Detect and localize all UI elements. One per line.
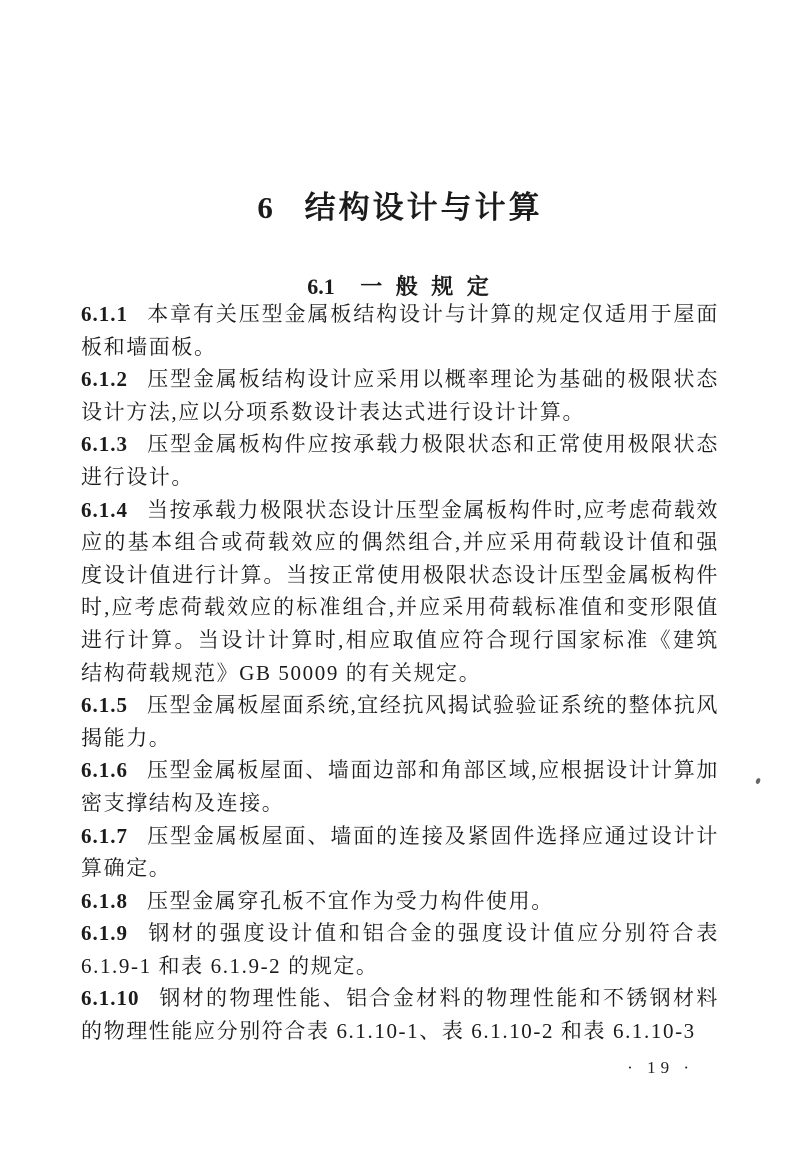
clause-text: 压型金属板屋面、墙面的连接及紧固件选择应通过设计计算确定。 — [81, 823, 719, 881]
clause-text: 压型金属穿孔板不宜作为受力构件使用。 — [147, 888, 554, 913]
clause-number: 6.1.1 — [81, 302, 128, 326]
page-number: · 19 · — [627, 1058, 694, 1077]
clause — [81, 363, 719, 428]
clause-text: 钢材的物理性能、铝合金材料的物理性能和不锈钢材料的物理性能应分别符合表 6.1.10-1、表 6.1.10-2 和表 6.1.10-3 — [81, 986, 719, 1044]
clause — [81, 494, 719, 690]
clause-text: 压型金属板构件应按承载力极限状态和正常使用极限状态进行设计。 — [81, 432, 719, 489]
clause-text: 压型金属板屋面、墙面边部和角部区域,应根据设计计算加密支撑结构及连接。 — [81, 758, 719, 815]
clause-number: 6.1.6 — [81, 758, 128, 783]
section-name: 一 般 规 定 — [360, 274, 493, 300]
clause — [81, 917, 719, 982]
clause — [81, 885, 719, 918]
clause — [81, 754, 719, 819]
clause-number: 6.1.5 — [81, 693, 128, 718]
clause — [81, 298, 719, 363]
chapter-number: 6 — [257, 189, 273, 225]
clause-number: 6.1.7 — [81, 823, 128, 848]
clause-number: 6.1.3 — [81, 432, 128, 457]
clause — [81, 428, 719, 493]
clause-text: 压型金属板屋面系统,宜经抗风揭试验验证系统的整体抗风揭能力。 — [81, 693, 719, 750]
clause — [81, 820, 719, 885]
chapter-name: 结构设计与计算 — [304, 189, 543, 225]
clause-text: 钢材的强度设计值和铝合金的强度设计值应分别符合表 6.1.9-1 和表 6.1.9-2 的规定。 — [81, 921, 719, 978]
clause-number: 6.1.8 — [81, 888, 128, 913]
clause-number: 6.1.4 — [81, 497, 128, 522]
clause-number: 6.1.9 — [81, 921, 128, 946]
scan-artifact-speck — [755, 778, 761, 785]
section-number: 6.1 — [307, 274, 335, 300]
clause-list — [81, 298, 719, 1048]
clause — [81, 689, 719, 754]
clause — [81, 982, 719, 1047]
clause-text: 本章有关压型金属板结构设计与计算的规定仅适用于屋面板和墙面板。 — [81, 302, 719, 359]
chapter-title — [0, 189, 800, 227]
clause-number: 6.1.2 — [81, 367, 128, 392]
clause-number: 6.1.10 — [81, 986, 140, 1011]
clause-text: 当按承载力极限状态设计压型金属板构件时,应考虑荷载效应的基本组合或荷载效应的偶然组合,并应采用荷载设计值和强度设计值进行计算。当按正常使用极限状态设计压型金属板构件时,应考虑荷载效应的标准组合,并应采用荷载标准值和变形限值进行计算。当设计计算时,相应取值应符合现行国家标准《建筑结构荷载规范》GB 50009 的有关规定。 — [81, 497, 719, 685]
clause-text: 压型金属板结构设计应采用以概率理论为基础的极限状态设计方法,应以分项系数设计表达式进行设计计算。 — [81, 367, 719, 424]
